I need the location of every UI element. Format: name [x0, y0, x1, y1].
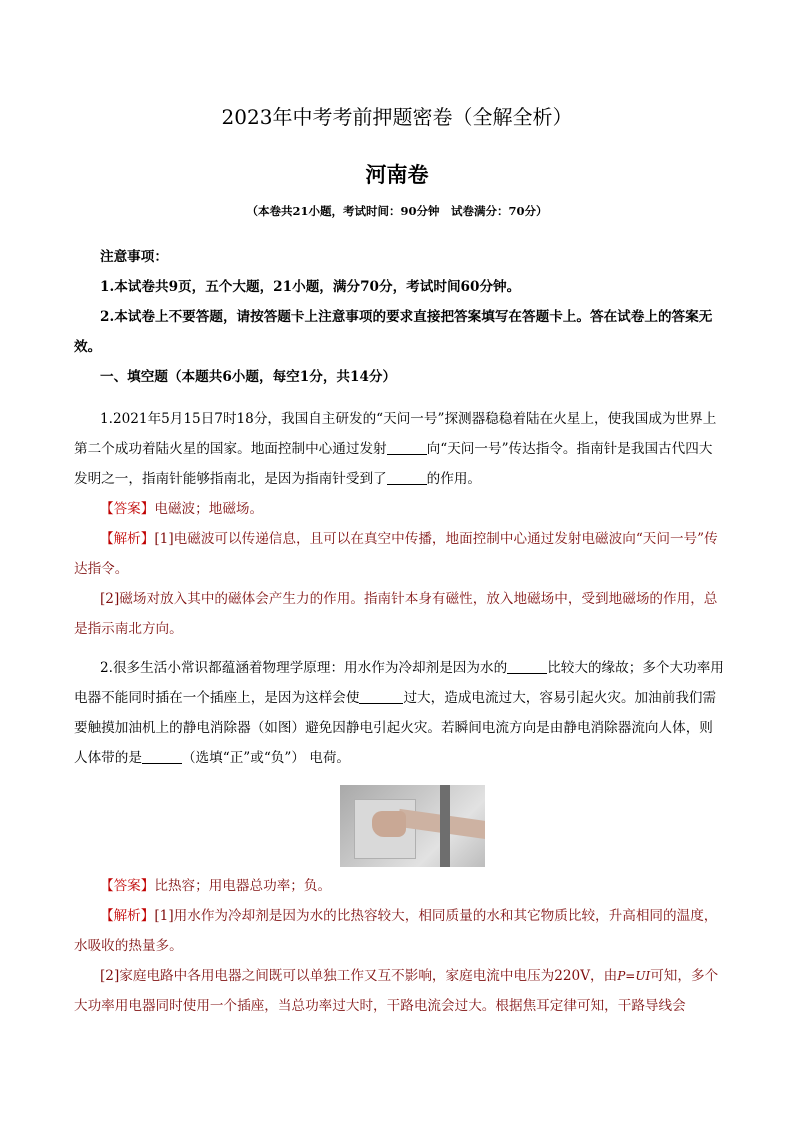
- section-heading: 一、填空题（本题共6小题，每空1分，共14分）: [100, 369, 397, 385]
- pole-shape: [440, 785, 450, 867]
- question-text: 1.2021年5月15日7时18分，我国自主研发的“天问一号”探测器稳稳着陆在火星上，使我国成为世界上第二个成功着陆火星的国家。地面控制中心通过发射 向“天问一号”传达指令。指南针是我国古代四大发明之一，指南针能够指南北，是因为指南针受到了 的作用。: [74, 411, 717, 487]
- answer-blank: [142, 748, 182, 764]
- notes-heading: 注意事项：: [100, 249, 168, 265]
- static-eliminator-photo: [340, 785, 485, 867]
- answer-blank: [507, 658, 547, 674]
- note-item: 1.本试卷共9页，五个大题，21小题，满分70分，考试时间60分钟。: [100, 279, 521, 295]
- answer-line: [74, 494, 724, 524]
- analysis-label: 【解析】: [100, 908, 155, 924]
- answer-blank: [387, 469, 427, 485]
- question-2-answer: [74, 871, 724, 1021]
- analysis-label: 【解析】: [100, 531, 155, 547]
- answer-label: 【答案】: [100, 878, 155, 894]
- answer-blank: [387, 439, 427, 455]
- answer-line: [74, 871, 724, 901]
- question-text: 2.很多生活小常识都蕴涵着物理学原理：用水作为冷却剂是因为水的 比较大的缘故；多个大功率用电器不能同时插在一个插座上，是因为这样会使 过大，造成电流过大，容易引起火灾。加油前我们需要触摸加油机上的静电消除器（如图）避免因静电引起火灾。若瞬间电流方向是由静电消除器流向人体，则人体带的是 （选填“正”或“负”） 电荷。: [74, 660, 724, 766]
- analysis-line: 【解析】[1]电磁波可以传递信息，且可以在真空中传播，地面控制中心通过发射电磁波向“天问一号”传达指令。: [74, 531, 718, 577]
- question-2: [74, 653, 724, 773]
- answer-blank: [359, 688, 403, 704]
- notes-section: [74, 242, 724, 392]
- hand-shape: [372, 811, 406, 837]
- note-item: 2.本试卷上不要答题，请按答题卡上注意事项的要求直接把答案填写在答题卡上。答在试卷上的答案无效。: [74, 309, 713, 355]
- exam-subtitle: 河南卷: [365, 162, 429, 187]
- formula: P=UI: [617, 969, 651, 983]
- analysis-line: [2]磁场对放入其中的磁体会产生力的作用。指南针本身有磁性，放入地磁场中，受到地磁场的作用，总是指示南北方向。: [74, 591, 718, 637]
- analysis-line: [2]家庭电路中各用电器之间既可以单独工作又互不影响，家庭电流中电压为220V，由P=UI可知，多个大功率用电器同时使用一个插座，当总功率过大时，干路电流会过大。根据焦耳定律可知，干路导线会: [74, 968, 719, 1014]
- exam-title: 2023年中考考前押题密卷（全解全析）: [221, 105, 573, 129]
- question-1: [74, 404, 724, 644]
- exam-info: （本卷共21小题，考试时间：90分钟 试卷满分：70分）: [246, 204, 548, 218]
- answer-text: 比热容；用电器总功率；负。: [154, 878, 332, 894]
- answer-label: 【答案】: [100, 501, 155, 517]
- answer-text: 电磁波；地磁场。: [154, 501, 264, 517]
- analysis-line: 【解析】[1]用水作为冷却剂是因为水的比热容较大，相同质量的水和其它物质比较，升高相同的温度，水吸收的热量多。: [74, 908, 718, 954]
